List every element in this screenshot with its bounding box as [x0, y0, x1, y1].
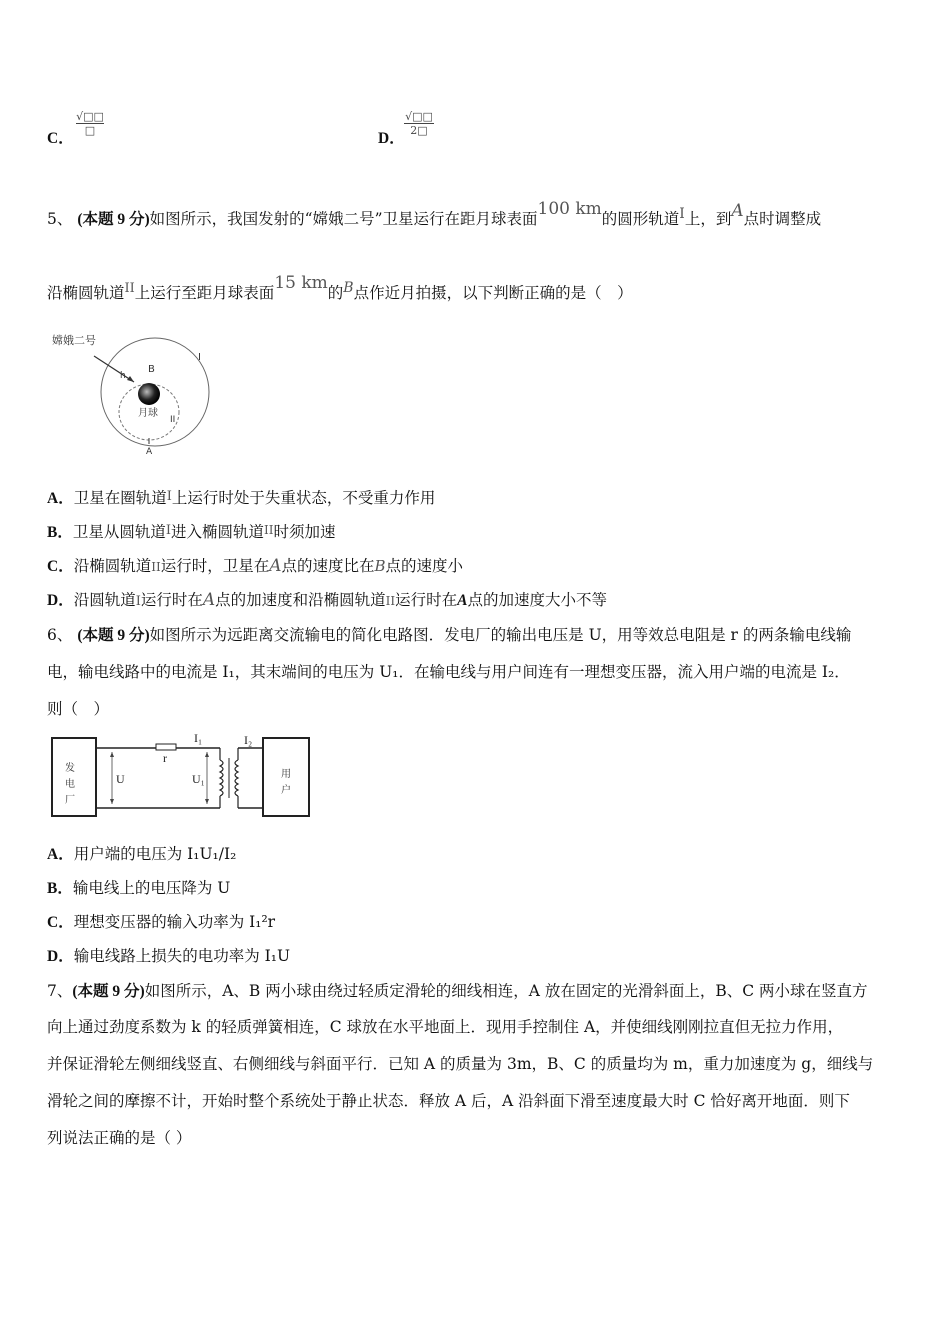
q6-option-c: [47, 911, 275, 934]
option-text: 点的速度比在: [281, 557, 375, 575]
moon-icon: [138, 383, 160, 405]
q5-point-b: B: [343, 280, 354, 296]
option-text: 输电线上的电压降为 U: [72, 879, 231, 897]
q5-text7: 的: [327, 284, 344, 302]
q5-orbit2: II: [124, 281, 135, 296]
option-symbol: II: [385, 594, 396, 608]
option-text: 沿椭圆轨道: [73, 557, 152, 575]
q5-orbit1: I: [679, 206, 685, 222]
q7-score: (本题 9 分): [72, 983, 145, 1000]
q5-text6: 上运行至距月球表面: [134, 284, 275, 302]
option-symbol: A: [202, 590, 216, 610]
q6-text: 如图所示为远距离交流输电的简化电路图．发电厂的输出电压是 U，用等效总电阻是 r 的两条输电线输: [149, 626, 852, 644]
option-symbol: II: [264, 523, 274, 537]
fig-label-h: h: [120, 371, 126, 381]
q5-orbit-figure: [48, 330, 218, 458]
q6-score: (本题 9 分): [77, 627, 150, 644]
q7-number: 7、: [47, 982, 73, 1000]
q5-option-a: [47, 487, 435, 511]
option-symbol: A: [269, 556, 282, 576]
prev-option-c-formula: [76, 110, 104, 137]
power-plant-box: [52, 738, 96, 816]
q5-point-a: A: [731, 201, 744, 221]
fig-label-a: A: [146, 447, 153, 457]
c-formula-top: √□□: [76, 110, 104, 123]
option-text: 卫星从圆轨道: [72, 523, 166, 541]
q5-text4: 点时调整成: [743, 210, 822, 228]
option-label: D．: [47, 592, 74, 609]
q7-line2: 向上通过劲度系数为 k 的轻质弹簧相连，C 球放在水平地面上．现用手控制住 A，并使细线刚刚拉直但无拉力作用，: [47, 1018, 844, 1036]
q5-score: (本题 9 分): [77, 211, 150, 228]
primary-coil-icon: [220, 760, 223, 796]
fig-label-moon: 月球: [138, 408, 158, 419]
q5-text8: 点作近月拍摄，以下判断正确的是（ ）: [353, 284, 633, 302]
plant-label: 发电厂: [62, 762, 74, 810]
d-formula-bottom: 2□: [410, 124, 428, 137]
arrow-icon: [127, 376, 134, 382]
craft-pointer: [94, 356, 134, 382]
q6-line1: [47, 624, 851, 647]
option-label: D．: [47, 948, 74, 965]
q5-option-b: [47, 521, 336, 545]
label-u1: U₁: [192, 772, 205, 786]
option-label: B．: [47, 524, 73, 541]
option-text: 沿圆轨道: [73, 591, 136, 609]
q5-line1: [47, 199, 822, 231]
option-text: 卫星在圈轨道: [73, 489, 167, 507]
option-text: 运行时，卫星在: [160, 557, 270, 575]
option-symbol: I: [165, 523, 171, 538]
q5-text5: 沿椭圆轨道: [47, 284, 125, 302]
prev-option-d-label: D．: [378, 130, 405, 147]
q6-option-d: [47, 945, 290, 968]
option-text: 时须加速: [273, 523, 336, 541]
user-label: 用户: [278, 768, 290, 800]
q6-line3: 则（ ）: [47, 700, 110, 718]
q5-line2: [47, 273, 633, 306]
resistor-r: [156, 744, 176, 750]
q6-circuit-figure: [48, 730, 314, 822]
q6-number: 6、: [47, 626, 73, 644]
option-label: B．: [47, 880, 73, 897]
option-text: 运行时在: [395, 591, 458, 609]
q5-number: 5、: [47, 210, 73, 228]
arrow-up-icon: [205, 752, 209, 757]
q7-line4: 滑轮之间的摩擦不计，开始时整个系统处于静止状态．释放 A 后，A 沿斜面下滑至速度最大时 C 恰好离开地面．则下: [47, 1092, 850, 1110]
option-symbol: I: [135, 594, 141, 609]
label-i2: I₂: [244, 733, 253, 747]
q7-text: 如图所示，A、B 两小球由绕过轻质定滑轮的细线相连，A 放在固定的光滑斜面上，B、C 两小球在竖直方: [144, 982, 868, 1000]
q6-line2: 电，输电线路中的电流是 I₁，其末端间的电压为 U₁．在输电线与用户间连有一理想变压器，流入用户端的电流是 I₂．: [47, 663, 850, 681]
option-text: 运行时在: [140, 591, 203, 609]
craft-label: 嫦娥二号: [52, 334, 96, 347]
q7-line3: 并保证滑轮左侧细线竖直、右侧细线与斜面平行．已知 A 的质量为 3m，B、C 的质量均为 m，重力加速度为 g，细线与: [47, 1055, 874, 1073]
option-label: C．: [47, 558, 74, 575]
q5-text1: 如图所示，我国发射的“嫦娥二号”卫星运行在距月球表面: [149, 210, 538, 228]
q5-dist1: 100 km: [537, 199, 602, 219]
option-label: A．: [47, 846, 74, 863]
option-text: 点的加速度和沿椭圆轨道: [215, 591, 386, 609]
option-text: 理想变压器的输入功率为 I₁²r: [73, 913, 276, 931]
arrow-down-icon: [205, 799, 209, 804]
option-symbol: I: [166, 489, 172, 504]
option-text: 用户端的电压为 I₁U₁/I₂: [73, 845, 237, 863]
option-text: 点的加速度大小不等: [467, 591, 608, 609]
option-text: 点的速度小: [385, 557, 464, 575]
option-symbol: A: [457, 592, 468, 609]
q5-option-d: [47, 589, 607, 613]
label-r: r: [163, 751, 167, 765]
d-formula-top: √□□: [405, 110, 433, 123]
arrow-down-icon: [110, 799, 114, 804]
option-symbol: II: [151, 560, 161, 574]
option-text: 上运行时处于失重状态，不受重力作用: [171, 489, 436, 507]
prev-option-c-label: C．: [47, 130, 74, 147]
fig-label-orbit-i: I: [198, 352, 201, 363]
secondary-coil-icon: [235, 760, 238, 796]
q5-dist2: 15 km: [274, 273, 328, 293]
option-text: 输电线路上损失的电功率为 I₁U: [73, 947, 291, 965]
arrow-up-icon: [110, 752, 114, 757]
q5-option-c: [47, 555, 463, 578]
label-u: U: [116, 772, 125, 786]
fig-label-b: B: [148, 364, 155, 375]
option-label: A．: [47, 490, 74, 507]
prev-option-d-formula: [404, 110, 434, 137]
q6-option-a: [47, 843, 236, 866]
q5-text2: 的圆形轨道: [601, 210, 680, 228]
q5-text3: 上，到: [684, 210, 732, 228]
q7-line1: [47, 980, 868, 1003]
c-formula-bottom: □: [84, 124, 96, 137]
q7-line5: 列说法正确的是（ ）: [47, 1129, 192, 1147]
fig-label-orbit-ii: II: [170, 415, 176, 425]
option-symbol: B: [374, 557, 386, 575]
q6-option-b: [47, 877, 230, 900]
option-label: C．: [47, 914, 74, 931]
label-i1: I₁: [194, 731, 203, 745]
option-text: 进入椭圆轨道: [171, 523, 265, 541]
